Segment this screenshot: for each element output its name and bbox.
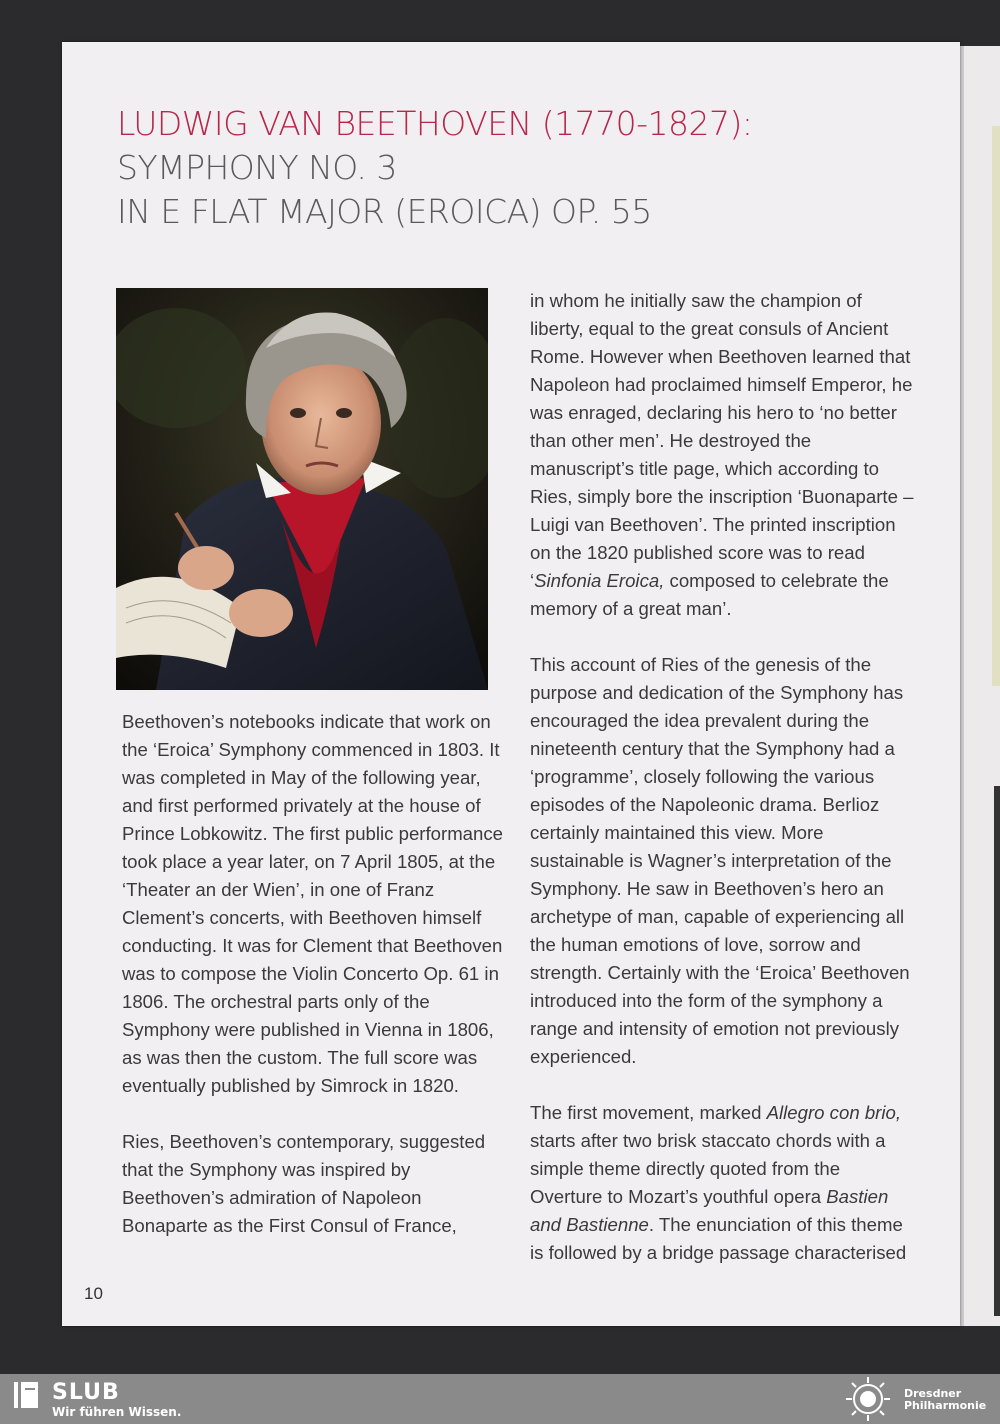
paragraph-napoleon-text: in whom he initially saw the champion of liberty, equal to the great consuls of Ancient Rome. However when Beethoven learned that Napoleon had proclaimed himself Emperor, he was enraged, declaring his hero to ‘no better than other men’. He destroyed the manuscript’s title page, which according to Ries, simply bore the inscription ‘Buonaparte – Luigi van Beethoven’. The printed inscription on the 1820 published score was to read ‘ [530,290,914,591]
paragraph-napoleon [530,287,915,623]
left-text-column [122,708,507,1268]
tempo-marking: Allegro con brio, [766,1102,902,1123]
slub-tagline: Wir führen Wissen. [52,1405,182,1419]
portrait-illustration [116,288,488,690]
page-title [117,102,917,234]
paragraph-napoleon-text-end: composed to celebrate the memory of a great man’. [530,570,889,619]
partner-line-2: Philharmonie [904,1399,987,1412]
slub-logo-text[interactable]: SLUB [52,1380,120,1405]
opera-title: Bastien and Bastienne [530,1186,889,1235]
title-composer: LUDWIG VAN BEETHOVEN (1770-1827): [117,104,753,143]
paragraph-first-movement-text-end: . The enunciation of this theme is followed by a bridge passage characterised [530,1214,907,1263]
page-number: 10 [84,1284,103,1303]
right-text-column [530,287,915,1295]
paragraph-first-movement-text-mid: starts after two brisk staccato chords with a simple theme directly quoted from the Overture to Mozart’s youthful opera [530,1130,886,1207]
dresdner-philharmonie-logo-icon[interactable] [842,1375,894,1423]
beethoven-portrait-image [116,288,488,690]
dresdner-philharmonie-logo-text[interactable] [904,1388,986,1412]
adjacent-page-strip [992,126,1000,686]
paragraph-first-movement [530,1099,915,1267]
paragraph-notebooks: Beethoven’s notebooks indicate that work on the ‘Eroica’ Symphony commenced in 1803. It was completed in May of the following year, and first performed privately at the house of Prince Lobkowitz. The first public performance took place a year later, on 7 April 1805, at the ‘Theater an der Wien’, in one of Franz Clement’s concerts, with Beethoven himself conducting. It was for Clement that Beethoven was to compose the Violin Concerto Op. 61 in 1806. The orchestral parts only of the Symphony were published in Vienna in 1806, as was then the custom. The full score was eventually published by Simrock in 1820. [122,711,503,1096]
adjacent-page [962,46,1000,1326]
footer-bar [0,1374,1000,1424]
slub-logo-icon[interactable] [12,1380,42,1410]
adjacent-page-dark-edge [994,786,1000,1316]
title-key: IN E FLAT MAJOR (EROICA) OP. 55 [117,192,652,231]
title-work: SYMPHONY NO. 3 [117,148,397,187]
title-sinfonia-eroica: Sinfonia Eroica, [534,570,665,591]
partner-line-1: Dresdner [904,1387,962,1400]
paragraph-first-movement-text: The first movement, marked [530,1102,767,1123]
paragraph-ries: Ries, Beethoven’s contemporary, suggested that the Symphony was inspired by Beethoven’s admiration of Napoleon Bonaparte as the First Consul of France, [122,1131,486,1236]
paragraph-programme: This account of Ries of the genesis of the purpose and dedication of the Symphony has encouraged the idea prevalent during the nineteenth century that the Symphony had a ‘programme’, closely following the various episodes of the Napoleonic drama. Berlioz certainly maintained this view. More sustainable is Wagner’s interpretation of the Symphony. He saw in Beethoven’s hero an archetype of man, capable of experiencing all the human emotions of love, sorrow and strength. Certainly with the ‘Eroica’ Beethoven introduced into the form of the symphony a range and intensity of emotion not previously experienced. [530,654,910,1067]
